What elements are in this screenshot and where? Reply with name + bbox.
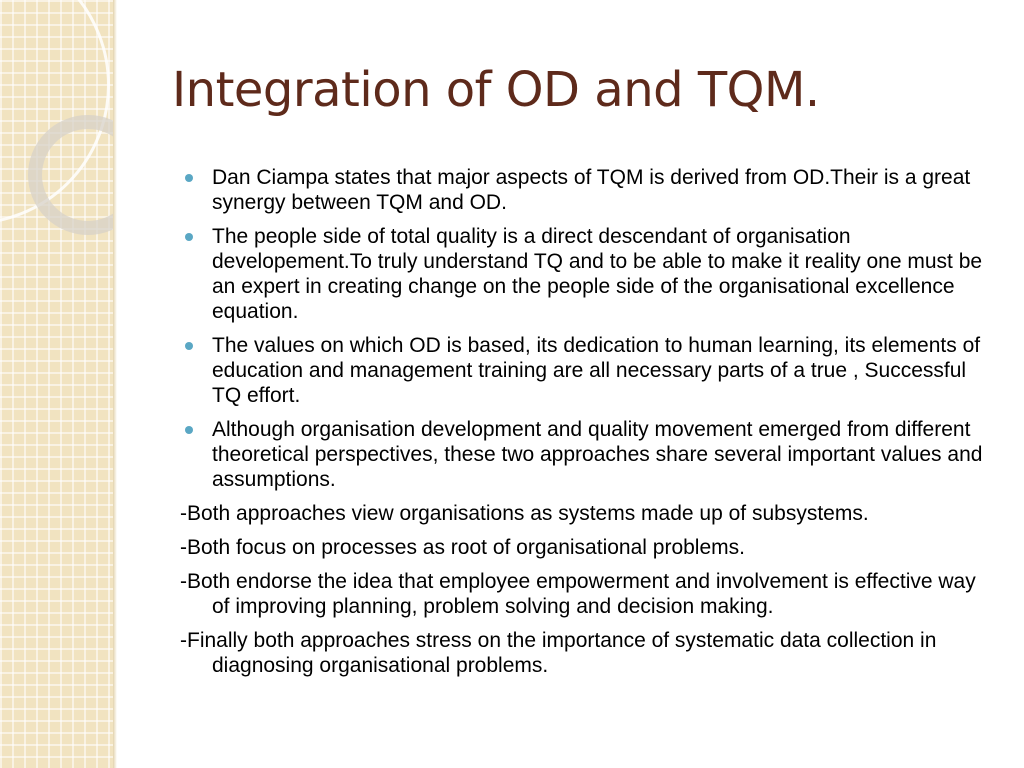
- bullet-dot-icon: [185, 342, 193, 350]
- bullet-item: [180, 224, 995, 324]
- bullet-text: The values on which OD is based, its dedication to human learning, its elements of education and management training are all necessary parts of a true , Successful TQ effort.: [212, 334, 981, 407]
- bullet-text: Although organisation development and quality movement emerged from different theoretical perspectives, these two approaches share several important values and assumptions.: [212, 418, 983, 491]
- bullet-text: Dan Ciampa states that major aspects of TQM is derived from OD.Their is a great synergy between TQM and OD.: [212, 166, 971, 214]
- bullet-dot-icon: [185, 233, 193, 241]
- point-item: -Both endorse the idea that employee empowerment and involvement is effective way of improving planning, problem solving and decision making.: [180, 570, 976, 618]
- bullet-item: [180, 165, 995, 215]
- point-item: -Both approaches view organisations as systems made up of subsystems.: [180, 502, 869, 525]
- bullet-dot-icon: [185, 174, 193, 182]
- bullet-list: [180, 165, 995, 492]
- decorative-sidebar: [0, 0, 113, 768]
- slide-title: Integration of OD and TQM.: [172, 62, 820, 118]
- sidebar-edge: [113, 0, 117, 768]
- bullet-text: The people side of total quality is a direct descendant of organisation developement.To truly understand TQ and to be able to make it reality one must be an expert in creating change on the people side of the organisational excellence equation.: [212, 225, 983, 323]
- bullet-dot-icon: [185, 426, 193, 434]
- point-item: -Finally both approaches stress on the importance of systematic data collection in diagnosing organisational problems.: [180, 629, 937, 677]
- point-item: -Both focus on processes as root of organisational problems.: [180, 536, 745, 559]
- slide-body: [180, 165, 995, 687]
- bullet-item: [180, 333, 995, 408]
- bullet-item: [180, 417, 995, 492]
